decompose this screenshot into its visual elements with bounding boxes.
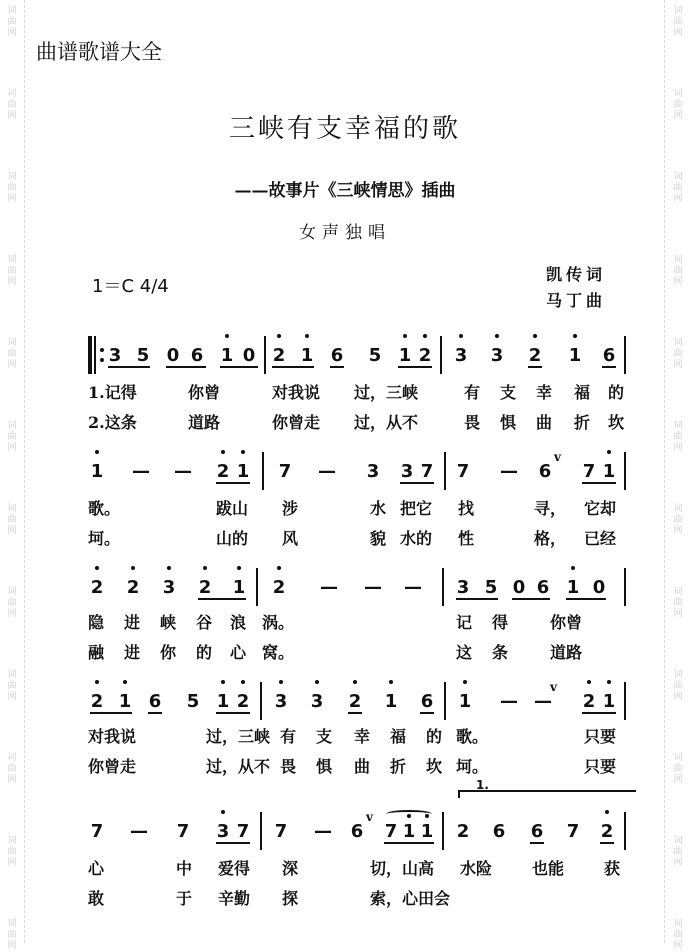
note: 3	[400, 461, 414, 482]
note: 1	[90, 461, 104, 482]
volta-number: 1.	[476, 778, 489, 792]
voice-type: 女声独唱	[299, 223, 391, 243]
note: 3	[108, 345, 122, 366]
note: 6	[350, 821, 364, 842]
note: 7	[278, 461, 292, 482]
note: 1	[402, 821, 416, 842]
lyric-row-6: 融 进 你 的 心 窝。 这 条 道路	[88, 643, 583, 662]
note: —	[320, 577, 338, 598]
note: 5	[484, 577, 498, 598]
note: 3	[274, 691, 288, 712]
note: 1	[232, 577, 246, 598]
right-watermark: 词 曲 网 词 曲 网 词 曲 网 词 曲 网 词 曲 网 词 曲 网 词 曲 网 词 曲 网 词 曲 网 词 曲 网 词 曲 网 词 曲 网	[673, 6, 683, 951]
note: 7	[582, 461, 596, 482]
note: 2	[126, 577, 140, 598]
note: 3	[162, 577, 176, 598]
note: 2	[348, 691, 362, 712]
note: 5	[368, 345, 382, 366]
note: —	[314, 821, 332, 842]
note: 1	[300, 345, 314, 366]
note: —	[404, 577, 422, 598]
note: 0	[242, 345, 256, 366]
lyric-row-5: 隐 进 峡 谷 浪 涡。 记 得 你曾	[88, 613, 583, 632]
note: 2	[198, 577, 212, 598]
note: 0	[512, 577, 526, 598]
note: 2	[216, 461, 230, 482]
note: 6	[530, 821, 544, 842]
note: 7	[566, 821, 580, 842]
note: 5	[136, 345, 150, 366]
note: 1	[236, 461, 250, 482]
note: 6	[190, 345, 204, 366]
note: 1	[118, 691, 132, 712]
note: 3	[454, 345, 468, 366]
note: 1	[420, 821, 434, 842]
note: 6	[148, 691, 162, 712]
note: 2	[456, 821, 470, 842]
note: —	[174, 461, 192, 482]
note: 6	[492, 821, 506, 842]
note: —	[132, 461, 150, 482]
note: 7	[274, 821, 288, 842]
note: —	[500, 691, 518, 712]
note: 7	[236, 821, 250, 842]
note: 1	[398, 345, 412, 366]
lyric-row-9: 心 中 爱得 深 切，山高 水险 也能 获	[88, 859, 621, 878]
note: 7	[456, 461, 470, 482]
note: 3	[456, 577, 470, 598]
lyric-row-2: 2.这条 道路 你曾走 过，从不 畏 惧 曲 折 坎	[88, 413, 625, 432]
note: 2	[272, 577, 286, 598]
composer-credit: 马丁曲	[546, 291, 607, 310]
note: 1	[566, 577, 580, 598]
lyric-row-1: 1.记得 你曾 对我说 过，三峡 有 支 幸 福 的	[88, 383, 625, 402]
note: 7	[90, 821, 104, 842]
note: 6	[602, 345, 616, 366]
note: 2	[90, 691, 104, 712]
note: 1	[602, 461, 616, 482]
note: 7	[176, 821, 190, 842]
note: 1	[458, 691, 472, 712]
lyric-row-8: 你曾走 过，从不 畏 惧 曲 折 坎 坷。 只要	[88, 757, 617, 776]
song-title: 三峡有支幸福的歌	[228, 114, 461, 144]
note: 3	[366, 461, 380, 482]
key-signature: 1＝C 4/4	[92, 276, 169, 297]
note: 2	[418, 345, 432, 366]
notation-row-4: 2 1 6 5 1 2 3 3 2 1 6 1 — — v 2 1	[86, 680, 636, 720]
note: —	[364, 577, 382, 598]
note: 2	[582, 691, 596, 712]
notation-row-2: 1 — — 2 1 7 — 3 3 7 7 — 6 v 7 1	[86, 450, 636, 490]
note: 7	[384, 821, 398, 842]
note: 0	[592, 577, 606, 598]
notation-row-3	[86, 566, 636, 606]
note: 1	[602, 691, 616, 712]
note: 1	[568, 345, 582, 366]
note: 3	[216, 821, 230, 842]
song-subtitle: ——故事片《三峡情思》插曲	[234, 181, 456, 201]
note: 1	[384, 691, 398, 712]
note: 6	[330, 345, 344, 366]
note: 6	[420, 691, 434, 712]
note: 1	[216, 691, 230, 712]
note: 2	[90, 577, 104, 598]
note: 7	[420, 461, 434, 482]
note: 2	[528, 345, 542, 366]
lyric-row-7: 对我说 过，三峡 有 支 幸 福 的 歌。 只要	[88, 727, 617, 746]
note: —	[130, 821, 148, 842]
note: 2	[236, 691, 250, 712]
note: 1	[220, 345, 234, 366]
note: 2	[600, 821, 614, 842]
note: 6	[538, 461, 552, 482]
note: 6	[536, 577, 550, 598]
note: —	[318, 461, 336, 482]
note: 3	[490, 345, 504, 366]
note: 0	[166, 345, 180, 366]
note: 5	[186, 691, 200, 712]
notation-row-5: 7 — 7 3 7 7 — 6 v 7 1 1 2 6 6 7 2	[86, 810, 636, 850]
note: —	[534, 691, 552, 712]
lyric-row-4: 坷。 山的 风 貌 水的 性 格， 已经	[88, 529, 617, 548]
lyricist-credit: 凯传词	[546, 265, 607, 284]
lyric-row-10: 敢 于 辛勤 探 索，心田会	[88, 889, 451, 908]
lyric-row-3: 歌。 跋山 涉 水 把它 找 寻， 它却	[88, 499, 617, 518]
note: —	[500, 461, 518, 482]
left-watermark: 词 曲 网 词 曲 网 词 曲 网 词 曲 网 词 曲 网 词 曲 网 词 曲 网 词 曲 网 词 曲 网 词 曲 网 词 曲 网 词 曲 网	[7, 6, 17, 951]
notation-row-1	[86, 334, 636, 374]
note: 3	[310, 691, 324, 712]
site-name: 曲谱歌谱大全	[36, 40, 162, 64]
note: 2	[272, 345, 286, 366]
